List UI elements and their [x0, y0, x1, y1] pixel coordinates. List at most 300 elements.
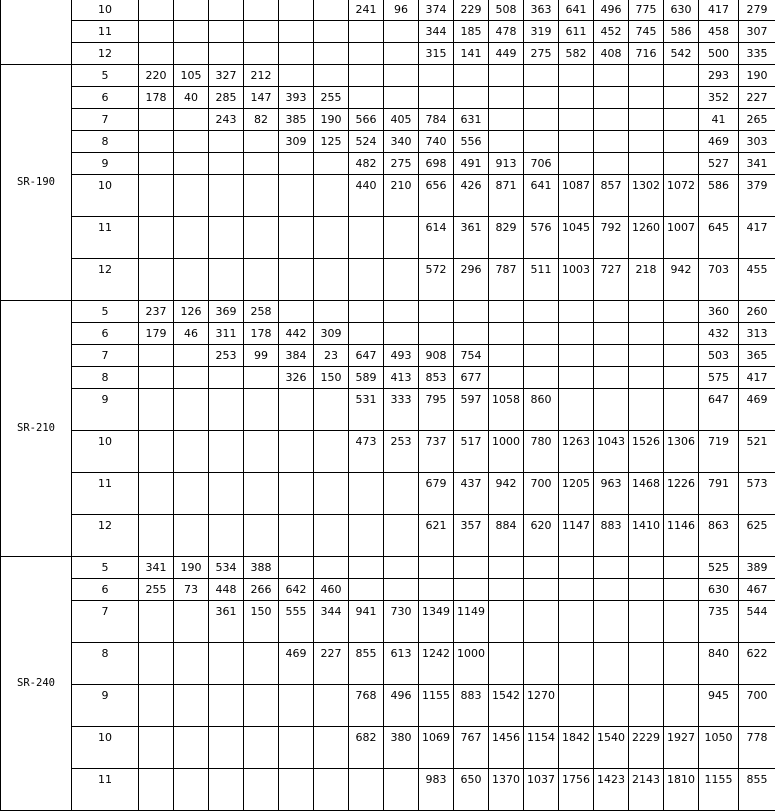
table-cell: 1540 [594, 727, 629, 769]
table-cell [629, 65, 664, 87]
table-cell: 1423 [594, 769, 629, 811]
table-cell [139, 643, 174, 685]
table-cell [314, 769, 349, 811]
table-cell: 126 [174, 301, 209, 323]
table-cell: 279 [739, 0, 775, 21]
row-number: 11 [72, 21, 139, 43]
row-number: 8 [72, 367, 139, 389]
table-cell: 150 [314, 367, 349, 389]
table-row [1, 727, 775, 769]
table-cell [244, 389, 279, 431]
table-cell [629, 557, 664, 579]
table-cell [419, 87, 454, 109]
table-cell: 575 [699, 367, 739, 389]
table-cell [664, 685, 699, 727]
table-cell: 473 [349, 431, 384, 473]
table-cell [279, 301, 314, 323]
table-cell [209, 153, 244, 175]
table-cell: 775 [629, 0, 664, 21]
table-cell [139, 217, 174, 259]
table-cell [349, 21, 384, 43]
table-cell: 363 [524, 0, 559, 21]
table-cell [314, 473, 349, 515]
table-cell: 572 [419, 259, 454, 301]
row-number: 11 [72, 217, 139, 259]
table-cell: 1007 [664, 217, 699, 259]
table-cell: 863 [699, 515, 739, 557]
table-cell [664, 301, 699, 323]
table-cell: 942 [489, 473, 524, 515]
table-cell: 500 [699, 43, 739, 65]
table-cell: 385 [279, 109, 314, 131]
table-cell: 698 [419, 153, 454, 175]
table-row [1, 579, 775, 601]
table-cell: 791 [699, 473, 739, 515]
table-cell: 1154 [524, 727, 559, 769]
table-cell [209, 367, 244, 389]
table-row [1, 389, 775, 431]
table-cell: 449 [489, 43, 524, 65]
row-number: 6 [72, 323, 139, 345]
table-cell: 883 [594, 515, 629, 557]
table-cell [244, 131, 279, 153]
table-row [1, 601, 775, 643]
table-cell [314, 389, 349, 431]
table-cell [209, 643, 244, 685]
table-cell: 1149 [454, 601, 489, 643]
table-cell: 296 [454, 259, 489, 301]
table-cell [139, 431, 174, 473]
table-cell: 1756 [559, 769, 594, 811]
table-cell: 357 [454, 515, 489, 557]
table-cell: 650 [454, 769, 489, 811]
table-cell: 642 [279, 579, 314, 601]
table-cell: 754 [454, 345, 489, 367]
table-cell: 448 [209, 579, 244, 601]
table-cell [594, 389, 629, 431]
table-cell: 229 [454, 0, 489, 21]
table-cell [629, 389, 664, 431]
table-cell [349, 557, 384, 579]
table-cell: 82 [244, 109, 279, 131]
table-cell [559, 389, 594, 431]
table-cell: 1069 [419, 727, 454, 769]
table-cell [594, 601, 629, 643]
table-cell: 361 [454, 217, 489, 259]
table-cell [384, 323, 419, 345]
table-cell [664, 131, 699, 153]
table-cell: 778 [739, 727, 775, 769]
table-cell: 1270 [524, 685, 559, 727]
table-cell: 374 [419, 0, 454, 21]
table-cell: 656 [419, 175, 454, 217]
table-cell: 829 [489, 217, 524, 259]
table-cell [349, 473, 384, 515]
table-cell: 840 [699, 643, 739, 685]
table-cell [279, 43, 314, 65]
row-number: 7 [72, 601, 139, 643]
table-cell: 352 [699, 87, 739, 109]
table-cell [139, 367, 174, 389]
table-cell [209, 21, 244, 43]
table-cell: 855 [739, 769, 775, 811]
table-row [1, 43, 775, 65]
table-cell: 795 [419, 389, 454, 431]
table-cell [349, 515, 384, 557]
table-cell [629, 345, 664, 367]
table-cell [419, 579, 454, 601]
table-cell: 413 [384, 367, 419, 389]
table-cell [524, 65, 559, 87]
table-cell [349, 43, 384, 65]
table-cell [384, 515, 419, 557]
table-cell: 745 [629, 21, 664, 43]
table-cell: 275 [384, 153, 419, 175]
table-cell: 469 [699, 131, 739, 153]
table-cell [524, 87, 559, 109]
table-cell: 716 [629, 43, 664, 65]
table-row [1, 685, 775, 727]
table-cell: 1155 [699, 769, 739, 811]
row-number: 5 [72, 65, 139, 87]
table-cell [314, 217, 349, 259]
table-cell: 682 [349, 727, 384, 769]
row-number: 5 [72, 301, 139, 323]
table-cell: 237 [139, 301, 174, 323]
table-cell [139, 473, 174, 515]
table-cell: 1927 [664, 727, 699, 769]
table-row [1, 643, 775, 685]
table-cell [384, 301, 419, 323]
table-cell [314, 0, 349, 21]
table-cell [244, 431, 279, 473]
table-cell: 380 [384, 727, 419, 769]
row-number: 11 [72, 473, 139, 515]
table-cell: 1306 [664, 431, 699, 473]
table-cell [454, 301, 489, 323]
table-cell: 2229 [629, 727, 664, 769]
table-cell: 1456 [489, 727, 524, 769]
table-cell: 597 [454, 389, 489, 431]
table-cell: 860 [524, 389, 559, 431]
table-cell: 586 [699, 175, 739, 217]
table-cell: 469 [739, 389, 775, 431]
table-cell: 613 [384, 643, 419, 685]
table-cell [244, 259, 279, 301]
table-cell [664, 153, 699, 175]
table-cell [384, 65, 419, 87]
table-cell: 542 [664, 43, 699, 65]
table-cell: 285 [209, 87, 244, 109]
table-cell: 227 [314, 643, 349, 685]
row-number: 9 [72, 389, 139, 431]
table-cell: 1043 [594, 431, 629, 473]
table-cell [629, 87, 664, 109]
table-cell: 1146 [664, 515, 699, 557]
table-cell [594, 685, 629, 727]
table-cell: 344 [314, 601, 349, 643]
table-cell: 521 [739, 431, 775, 473]
table-cell [314, 515, 349, 557]
table-cell [489, 643, 524, 685]
table-cell [279, 175, 314, 217]
table-row [1, 345, 775, 367]
table-cell [454, 65, 489, 87]
row-number: 11 [72, 769, 139, 811]
table-cell: 524 [349, 131, 384, 153]
table-cell: 1205 [559, 473, 594, 515]
table-cell [489, 579, 524, 601]
table-cell [664, 643, 699, 685]
table-cell [419, 557, 454, 579]
table-cell: 787 [489, 259, 524, 301]
table-cell [139, 389, 174, 431]
table-cell: 178 [244, 323, 279, 345]
table-cell: 913 [489, 153, 524, 175]
table-cell [139, 21, 174, 43]
table-cell [524, 109, 559, 131]
table-row [1, 473, 775, 515]
table-cell: 432 [699, 323, 739, 345]
table-row [1, 769, 775, 811]
table-cell: 335 [739, 43, 775, 65]
table-cell [664, 109, 699, 131]
table-cell: 393 [279, 87, 314, 109]
table-cell [559, 685, 594, 727]
table-cell [174, 473, 209, 515]
table-cell [209, 727, 244, 769]
table-cell [244, 21, 279, 43]
table-cell [559, 601, 594, 643]
table-cell: 768 [349, 685, 384, 727]
table-cell: 706 [524, 153, 559, 175]
table-cell: 1260 [629, 217, 664, 259]
table-cell [244, 43, 279, 65]
table-cell [209, 431, 244, 473]
table-row [1, 217, 775, 259]
table-cell [594, 153, 629, 175]
table-cell [629, 685, 664, 727]
table-cell: 309 [314, 323, 349, 345]
table-cell [559, 153, 594, 175]
table-cell [209, 259, 244, 301]
table-cell [384, 21, 419, 43]
table-cell [489, 301, 524, 323]
table-cell [139, 345, 174, 367]
table-cell: 258 [244, 301, 279, 323]
table-cell: 531 [349, 389, 384, 431]
table-cell [594, 323, 629, 345]
table-cell [209, 685, 244, 727]
table-cell: 792 [594, 217, 629, 259]
table-cell [629, 643, 664, 685]
table-cell [209, 769, 244, 811]
table-cell [664, 557, 699, 579]
table-cell: 784 [419, 109, 454, 131]
table-cell: 942 [664, 259, 699, 301]
table-cell: 945 [699, 685, 739, 727]
table-cell [419, 323, 454, 345]
table-cell: 311 [209, 323, 244, 345]
table-cell [209, 473, 244, 515]
table-cell: 341 [139, 557, 174, 579]
table-cell: 293 [699, 65, 739, 87]
table-cell: 573 [739, 473, 775, 515]
table-cell [559, 301, 594, 323]
table-cell: 469 [279, 643, 314, 685]
row-number: 7 [72, 345, 139, 367]
table-cell: 275 [524, 43, 559, 65]
table-cell: 566 [349, 109, 384, 131]
table-row [1, 175, 775, 217]
table-cell [209, 389, 244, 431]
table-cell [279, 389, 314, 431]
table-cell: 307 [739, 21, 775, 43]
table-cell: 740 [419, 131, 454, 153]
table-cell [489, 601, 524, 643]
table-cell [349, 301, 384, 323]
table-cell [489, 87, 524, 109]
table-cell: 582 [559, 43, 594, 65]
table-cell [314, 431, 349, 473]
row-number: 7 [72, 109, 139, 131]
table-cell [279, 473, 314, 515]
table-cell [629, 131, 664, 153]
table-cell [594, 87, 629, 109]
row-number: 12 [72, 259, 139, 301]
table-cell: 527 [699, 153, 739, 175]
table-cell [664, 579, 699, 601]
table-cell: 96 [384, 0, 419, 21]
table-cell [419, 65, 454, 87]
table-cell [629, 109, 664, 131]
table-cell: 241 [349, 0, 384, 21]
table-cell [279, 515, 314, 557]
table-row [1, 367, 775, 389]
table-cell: 99 [244, 345, 279, 367]
table-cell: 620 [524, 515, 559, 557]
table-cell: 496 [384, 685, 419, 727]
table-cell: 46 [174, 323, 209, 345]
table-cell: 1468 [629, 473, 664, 515]
table-cell [139, 685, 174, 727]
table-cell: 767 [454, 727, 489, 769]
table-row [1, 515, 775, 557]
table-cell: 384 [279, 345, 314, 367]
table-cell [594, 131, 629, 153]
table-cell [489, 109, 524, 131]
row-number: 12 [72, 515, 139, 557]
table-cell: 555 [279, 601, 314, 643]
table-cell [174, 431, 209, 473]
table-cell [279, 557, 314, 579]
table-cell: 41 [699, 109, 739, 131]
table-cell: 1045 [559, 217, 594, 259]
table-cell [174, 21, 209, 43]
table-cell: 417 [699, 0, 739, 21]
table-cell: 73 [174, 579, 209, 601]
table-cell: 780 [524, 431, 559, 473]
table-cell [629, 579, 664, 601]
table-cell [279, 153, 314, 175]
table-cell: 243 [209, 109, 244, 131]
table-cell [174, 0, 209, 21]
table-cell [349, 65, 384, 87]
table-cell [454, 323, 489, 345]
table-cell [664, 345, 699, 367]
table-cell: 556 [454, 131, 489, 153]
table-cell: 576 [524, 217, 559, 259]
table-cell: 647 [349, 345, 384, 367]
table-cell: 631 [454, 109, 489, 131]
table-cell: 589 [349, 367, 384, 389]
table-cell [139, 601, 174, 643]
table-cell [174, 131, 209, 153]
table-cell [594, 65, 629, 87]
table-cell [244, 153, 279, 175]
table-cell: 1302 [629, 175, 664, 217]
table-cell: 641 [524, 175, 559, 217]
table-cell: 442 [279, 323, 314, 345]
table-cell [559, 643, 594, 685]
table-cell: 1000 [454, 643, 489, 685]
table-cell: 266 [244, 579, 279, 601]
table-cell: 360 [699, 301, 739, 323]
table-cell: 408 [594, 43, 629, 65]
table-cell: 340 [384, 131, 419, 153]
table-cell [279, 431, 314, 473]
table-cell [524, 301, 559, 323]
table-cell: 1003 [559, 259, 594, 301]
table-cell [279, 21, 314, 43]
row-number: 9 [72, 153, 139, 175]
table-cell [559, 323, 594, 345]
table-cell: 179 [139, 323, 174, 345]
table-cell [209, 0, 244, 21]
table-cell [454, 87, 489, 109]
table-cell: 1842 [559, 727, 594, 769]
table-cell [559, 87, 594, 109]
table-row [1, 431, 775, 473]
table-cell [349, 769, 384, 811]
table-cell: 730 [384, 601, 419, 643]
row-number: 8 [72, 643, 139, 685]
table-cell: 1226 [664, 473, 699, 515]
table-cell: 1542 [489, 685, 524, 727]
table-cell: 315 [419, 43, 454, 65]
table-cell [524, 557, 559, 579]
table-cell [489, 323, 524, 345]
table-cell [139, 131, 174, 153]
table-cell [244, 685, 279, 727]
table-cell [174, 367, 209, 389]
table-cell: 460 [314, 579, 349, 601]
row-number: 10 [72, 727, 139, 769]
table-cell: 319 [524, 21, 559, 43]
table-cell [139, 0, 174, 21]
table-cell: 150 [244, 601, 279, 643]
table-cell [174, 153, 209, 175]
table-cell [279, 217, 314, 259]
table-cell [174, 389, 209, 431]
table-cell: 1000 [489, 431, 524, 473]
table-cell [629, 153, 664, 175]
table-cell [314, 175, 349, 217]
table-cell: 517 [454, 431, 489, 473]
table-cell [349, 217, 384, 259]
table-cell [384, 259, 419, 301]
table-cell [524, 367, 559, 389]
